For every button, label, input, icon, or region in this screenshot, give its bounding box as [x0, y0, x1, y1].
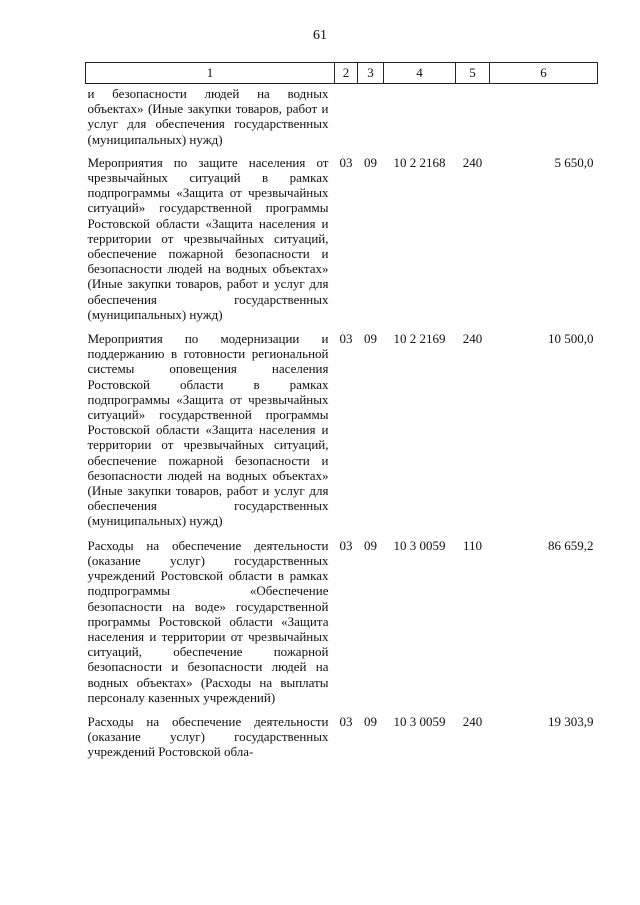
row-description: Мероприятия по модернизации и поддержанию в готовности региональной системы оповещения населения Ростовской области в рамках подпрограммы «Защита от чрезвычайных ситуаций» государственной программы Ростовской области «Защита населения и территории от чрезвычайных ситуаций, обеспечение пожарной безопасности и безопасности людей на водных объектах» (Иные закупки товаров, работ и услуг для обеспечения государственных (муниципальных) нужд) — [87, 331, 329, 529]
page-number: 61 — [313, 28, 327, 43]
row-amount: 10 500,0 — [548, 331, 594, 347]
row-amount: 19 303,9 — [548, 713, 594, 729]
table-header — [86, 63, 598, 84]
row-subsection-code — [358, 84, 384, 155]
row-amount — [490, 84, 598, 155]
row-expense-type-code: 240 — [462, 331, 483, 347]
row-amount: 86 659,2 — [548, 537, 594, 553]
row-target-code: 10 2 2169 — [393, 331, 446, 347]
row-section-code: 03 — [339, 713, 353, 729]
header-col-2: 2 — [335, 63, 358, 84]
row-target-code — [384, 84, 456, 155]
row-target-code: 10 3 0059 — [393, 713, 446, 729]
table-row — [86, 331, 598, 538]
table-row — [86, 155, 598, 331]
budget-table — [85, 62, 598, 760]
header-row — [86, 63, 598, 84]
row-amount: 5 650,0 — [554, 154, 594, 170]
header-col-3: 3 — [358, 63, 384, 84]
header-col-6: 6 — [490, 63, 598, 84]
row-description: Расходы на обеспечение деятельности (оказание услуг) государственных учреждений Ростовской области в рамках подпрограммы «Обеспечение безопасности на воде» государственной программы Ростовской области «Защита населения и территории от чрезвычайных ситуаций, обеспечение пожарной безопасности и безопасности людей на водных объектах» (Расходы на выплаты персоналу казенных учреждений) — [87, 537, 329, 705]
row-expense-type-code: 110 — [462, 537, 483, 553]
row-expense-type-code: 240 — [462, 713, 483, 729]
header-col-1: 1 — [86, 63, 335, 84]
row-subsection-code: 09 — [364, 154, 377, 170]
row-description: Мероприятия по защите населения от чрезвычайных ситуаций в рамках подпрограммы «Защита от чрезвычайных ситуаций» государственной программы Ростовской области «Защита населения и территории от чрезвычайных ситуаций, обеспечение пожарной безопасности и безопасности людей на водных объектах» (Иные закупки товаров, работ и услуг для обеспечения государственных (муниципальных) нужд) — [87, 154, 329, 322]
row-expense-type-code — [456, 84, 490, 155]
row-section-code: 03 — [339, 331, 353, 347]
table-row — [86, 84, 598, 155]
row-subsection-code: 09 — [364, 537, 377, 553]
row-subsection-code: 09 — [364, 713, 377, 729]
table-row — [86, 714, 598, 760]
row-expense-type-code: 240 — [462, 154, 483, 170]
row-description: и безопасности людей на водных объектах» (Иные закупки товаров, работ и услуг для обеспечения государственных (муниципальных) нужд) — [87, 86, 329, 147]
row-target-code: 10 3 0059 — [393, 537, 446, 553]
row-subsection-code: 09 — [364, 331, 377, 347]
row-description: Расходы на обеспечение деятельности (оказание услуг) государственных учреждений Ростовской обла- — [87, 713, 329, 760]
row-target-code: 10 2 2168 — [393, 154, 446, 170]
row-section-code: 03 — [339, 537, 353, 553]
header-col-4: 4 — [384, 63, 456, 84]
header-col-5: 5 — [456, 63, 490, 84]
row-section-code — [335, 84, 358, 155]
table-body — [86, 84, 598, 760]
row-section-code: 03 — [339, 154, 353, 170]
table-row — [86, 538, 598, 714]
